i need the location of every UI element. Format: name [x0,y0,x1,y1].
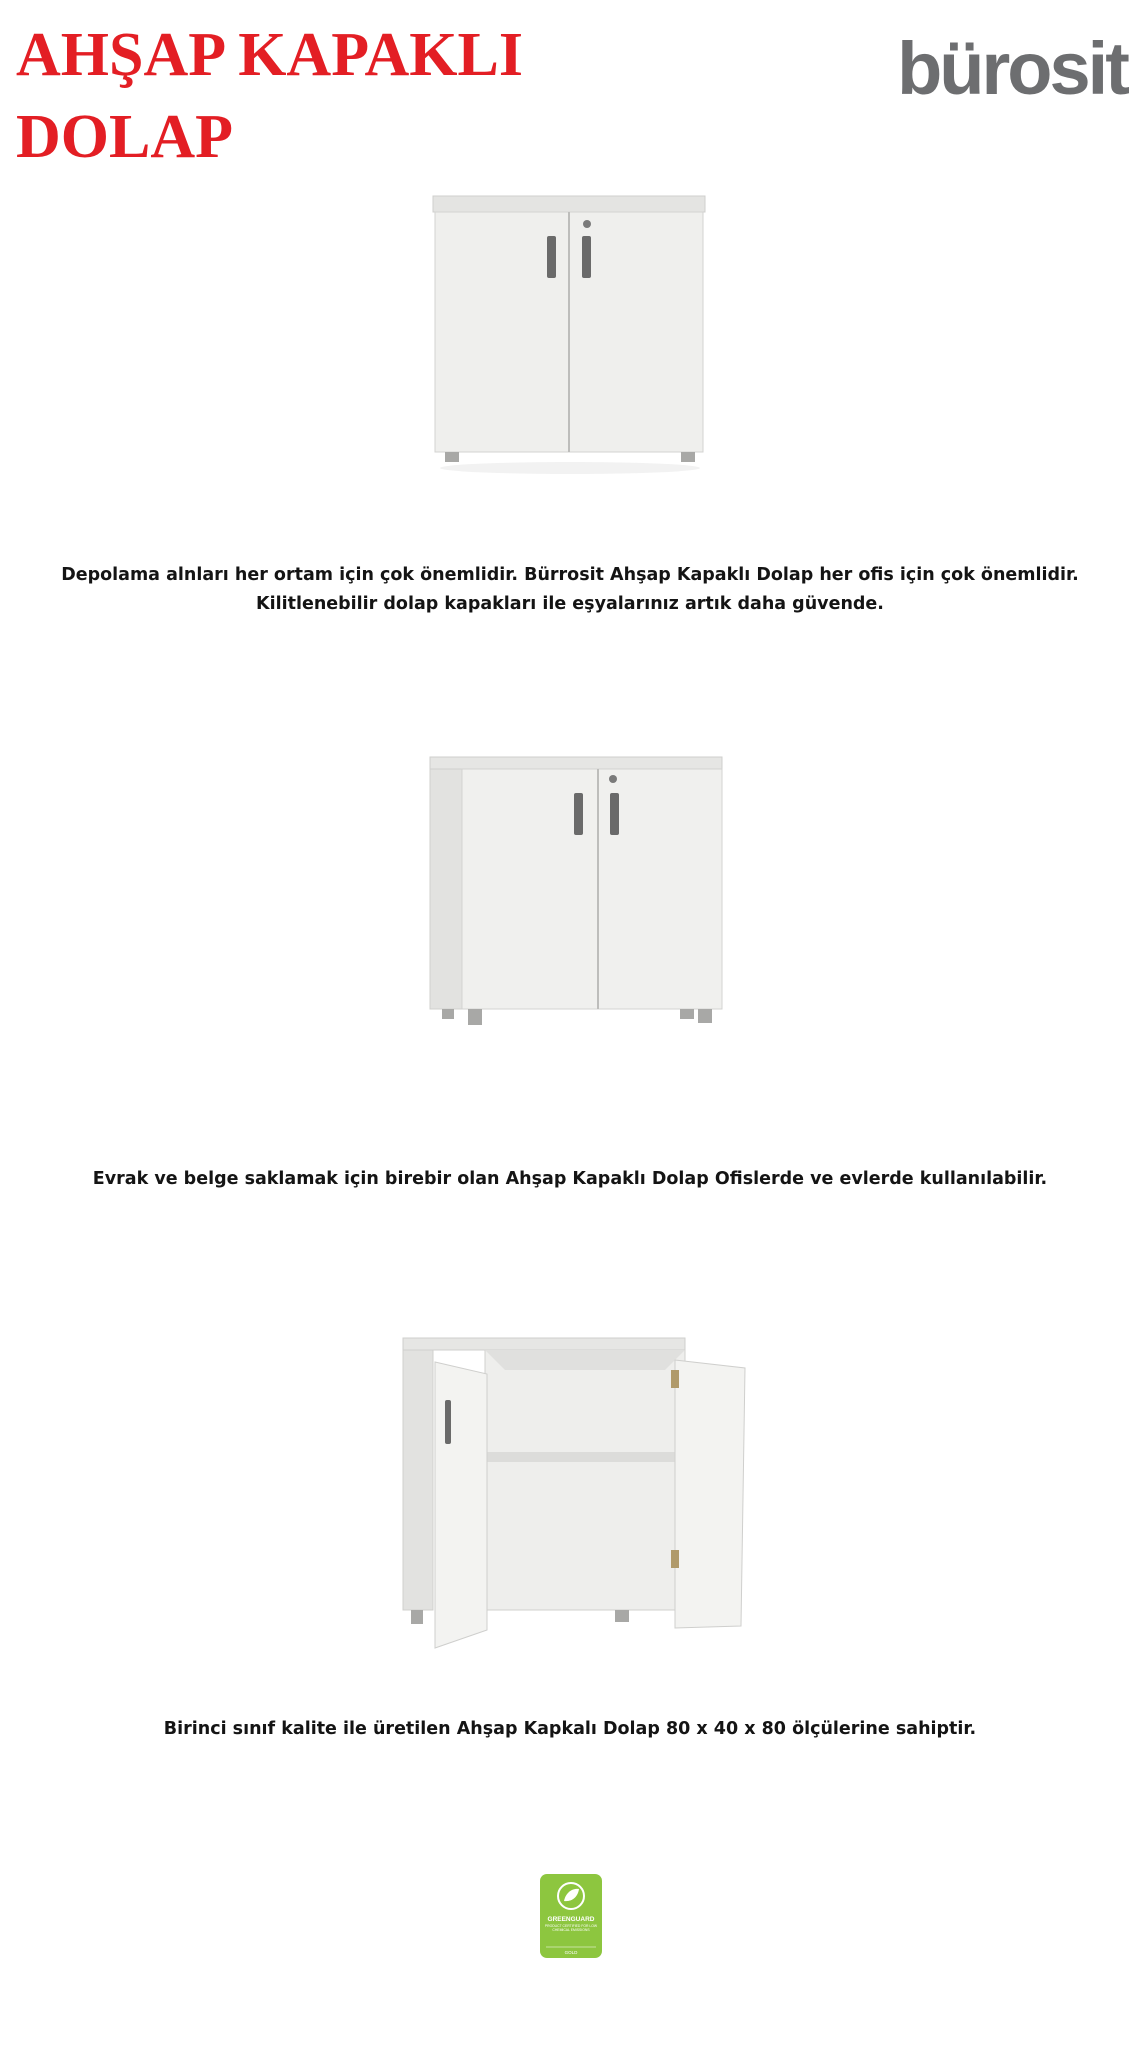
title-line-1: AHŞAP KAPAKLI [16,21,523,89]
page-title [16,14,523,178]
description-2: Evrak ve belge saklamak için birebir olan Ahşap Kapaklı Dolap Ofislerde ve evlerde kullanılabilir. [92,1169,1048,1189]
title-line-2: DOLAP [16,103,233,171]
description-3: Birinci sınıf kalite ile üretilen Ahşap Kapkalı Dolap 80 x 40 x 80 ölçülerine sahiptir. [163,1719,977,1739]
cabinet-angled-image [420,745,730,1045]
description-1: Depolama alnları her ortam için çok önemlidir. Bürrosit Ahşap Kapaklı Dolap her ofis için çok önemlidir. Kilitlenebilir dolap kapakları ile eşyalarınız artık daha güvende. [61,565,1079,614]
badge-name: GREENGUARD [547,1916,595,1923]
brand-name: bürosit [897,30,1127,102]
burosit-logo [895,30,1130,102]
badge-subtitle: PRODUCT CERTIFIED FOR LOW CHEMICAL EMISSIONS [544,1924,598,1932]
badge-level: GOLD [564,1950,578,1955]
cabinet-front-image [425,190,715,480]
cabinet-open-image [395,1330,755,1655]
greenguard-badge [540,1874,602,1958]
